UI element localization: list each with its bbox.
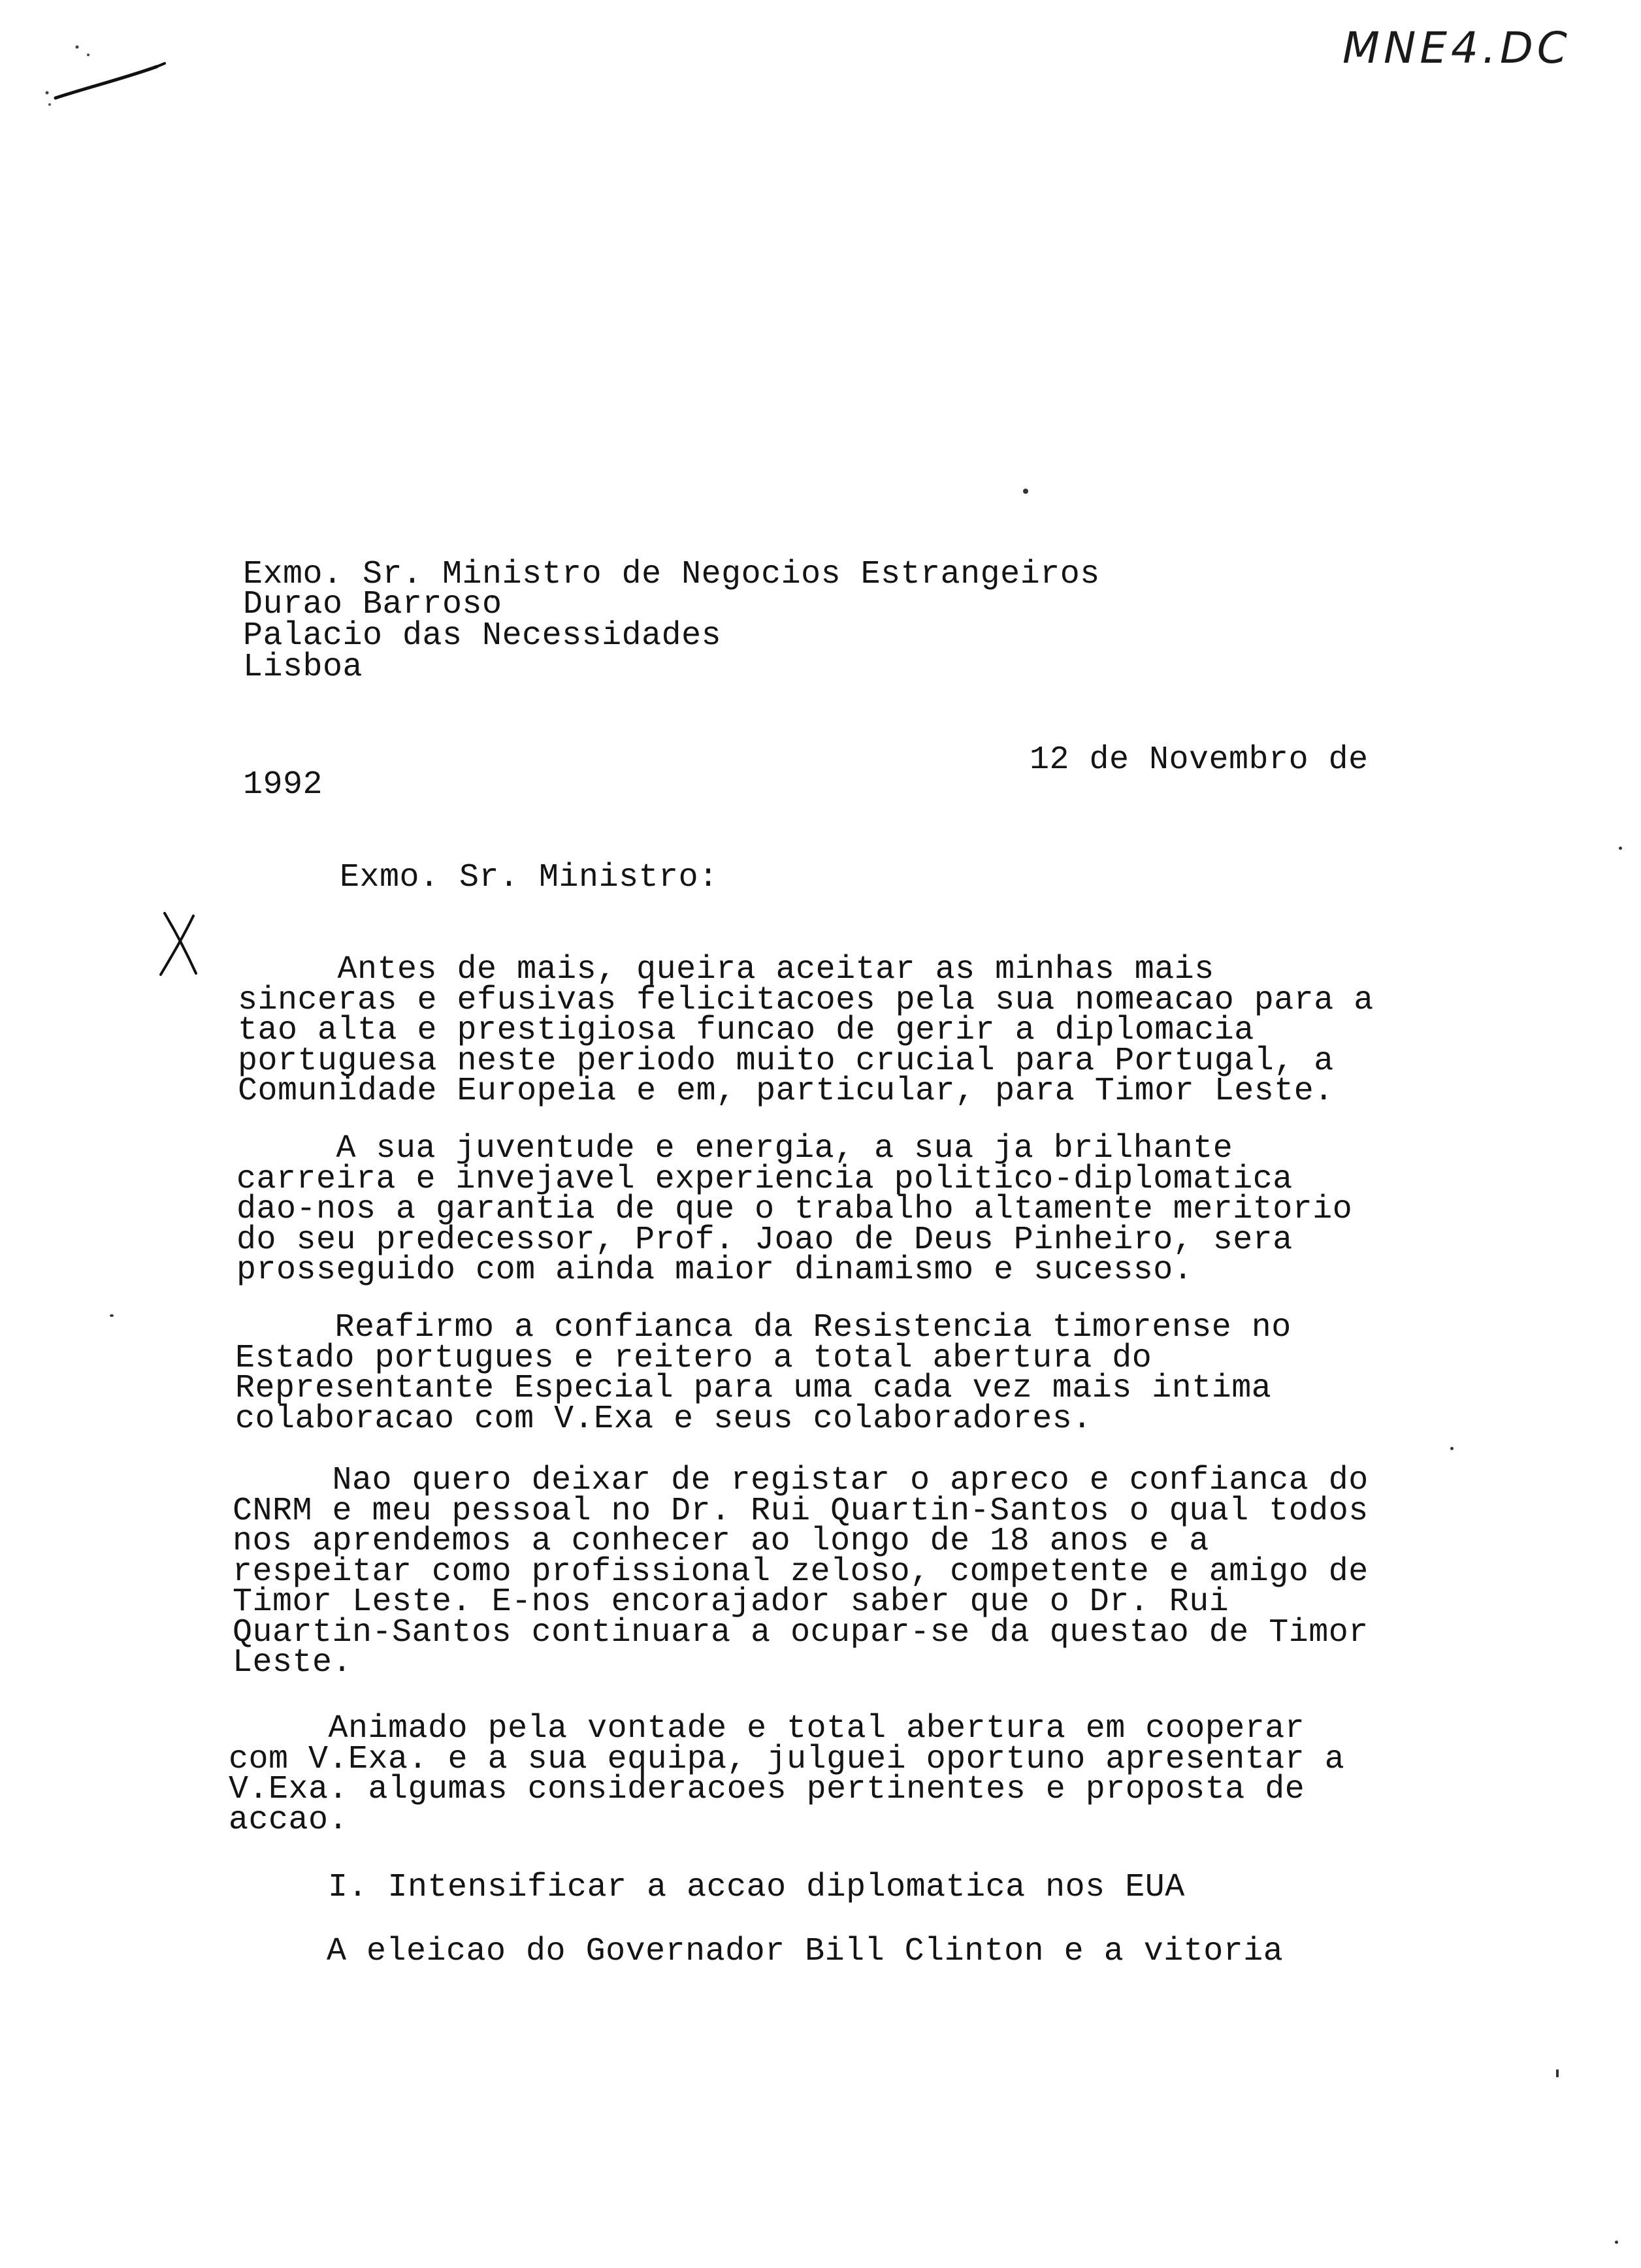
paragraph-line: Nao quero deixar de registar o apreco e confianca do xyxy=(233,1462,1369,1499)
paragraph-line: Estado portugues e reitero a total abertura do xyxy=(235,1339,1152,1377)
paragraph-line: Antes de mais, queira aceitar as minhas mais xyxy=(238,951,1214,988)
scan-speck xyxy=(1450,1447,1454,1450)
paragraph-line: dao-nos a garantia de que o trabalho altamente meritorio xyxy=(236,1191,1353,1228)
address-name: Durao Barroso xyxy=(243,586,502,623)
paragraph-congratulations xyxy=(238,951,1374,1110)
paragraph-line: do seu predecessor, Prof. Joao de Deus Pinheiro, sera xyxy=(236,1221,1293,1259)
paragraph-line: V.Exa. algumas consideracoes pertinentes e proposta de xyxy=(229,1771,1305,1808)
closing-line: A eleicao do Governador Bill Clinton e a vitoria xyxy=(327,1933,1284,1970)
paragraph-line: tao alta e prestigiosa funcao de gerir a diplomacia xyxy=(238,1012,1254,1049)
paragraph-cooperation xyxy=(229,1710,1345,1839)
paragraph-confidence xyxy=(235,1309,1292,1438)
paragraph-line: Representante Especial para uma cada vez mais intima xyxy=(235,1370,1272,1407)
date-line-2: 1992 xyxy=(243,766,323,803)
paragraph-line: colaboracao com V.Exa e seus colaboradores. xyxy=(235,1400,1092,1438)
date-line-1: 12 de Novembro de xyxy=(1030,741,1369,779)
paragraph-appreciation xyxy=(233,1462,1369,1681)
paragraph-line: Animado pela vontade e total abertura em cooperar xyxy=(229,1710,1305,1747)
paragraph-line: carreira e invejavel experiencia politico-diplomatica xyxy=(236,1160,1293,1198)
paragraph-line: prosseguido com ainda maior dinamismo e sucesso. xyxy=(236,1252,1194,1289)
paragraph-line: portuguesa neste periodo muito crucial para Portugal, a xyxy=(238,1042,1334,1080)
paragraph-line: Reafirmo a confianca da Resistencia timorense no xyxy=(235,1309,1292,1346)
paragraph-line: Comunidade Europeia e em, particular, para Timor Leste. xyxy=(238,1073,1334,1110)
paragraph-career xyxy=(236,1130,1353,1289)
paragraph-line: Quartin-Santos continuara a ocupar-se da questao de Timor xyxy=(233,1613,1369,1651)
scan-speck xyxy=(1023,489,1028,494)
pen-stroke-mark xyxy=(26,33,170,118)
address-recipient: Exmo. Sr. Ministro de Negocios Estrangeiros xyxy=(243,556,1100,593)
scan-speck xyxy=(1619,847,1622,850)
paragraph-line: Leste. xyxy=(233,1644,353,1681)
paragraph-line: accao. xyxy=(229,1801,349,1839)
paragraph-line: CNRM e meu pessoal no Dr. Rui Quartin-Santos o qual todos xyxy=(233,1492,1369,1530)
scan-speck xyxy=(1556,2069,1559,2077)
paragraph-line: com V.Exa. e a sua equipa, julguei oportuno apresentar a xyxy=(229,1740,1345,1778)
scan-speck xyxy=(1615,2241,1618,2244)
paragraph-line: sinceras e efusivas felicitacoes pela sua nomeacao para a xyxy=(238,981,1374,1019)
paragraph-line: nos aprendemos a conhecer ao longo de 18 anos e a xyxy=(233,1523,1209,1560)
salutation: Exmo. Sr. Ministro: xyxy=(340,859,719,896)
scan-speck xyxy=(110,1314,114,1317)
address-city: Lisboa xyxy=(243,649,363,686)
handwritten-reference: MNE4.DC xyxy=(1342,23,1571,73)
address-building: Palacio das Necessidades xyxy=(243,617,722,655)
paragraph-line: respeitar como profissional zeloso, competente e amigo de xyxy=(233,1553,1369,1591)
handwritten-x-mark xyxy=(157,908,203,980)
section-heading: I. Intensificar a accao diplomatica nos EUA xyxy=(328,1869,1185,1906)
paragraph-line: Timor Leste. E-nos encorajador saber que o Dr. Rui xyxy=(233,1583,1229,1621)
paragraph-line: A sua juventude e energia, a sua ja brilhante xyxy=(236,1130,1233,1167)
